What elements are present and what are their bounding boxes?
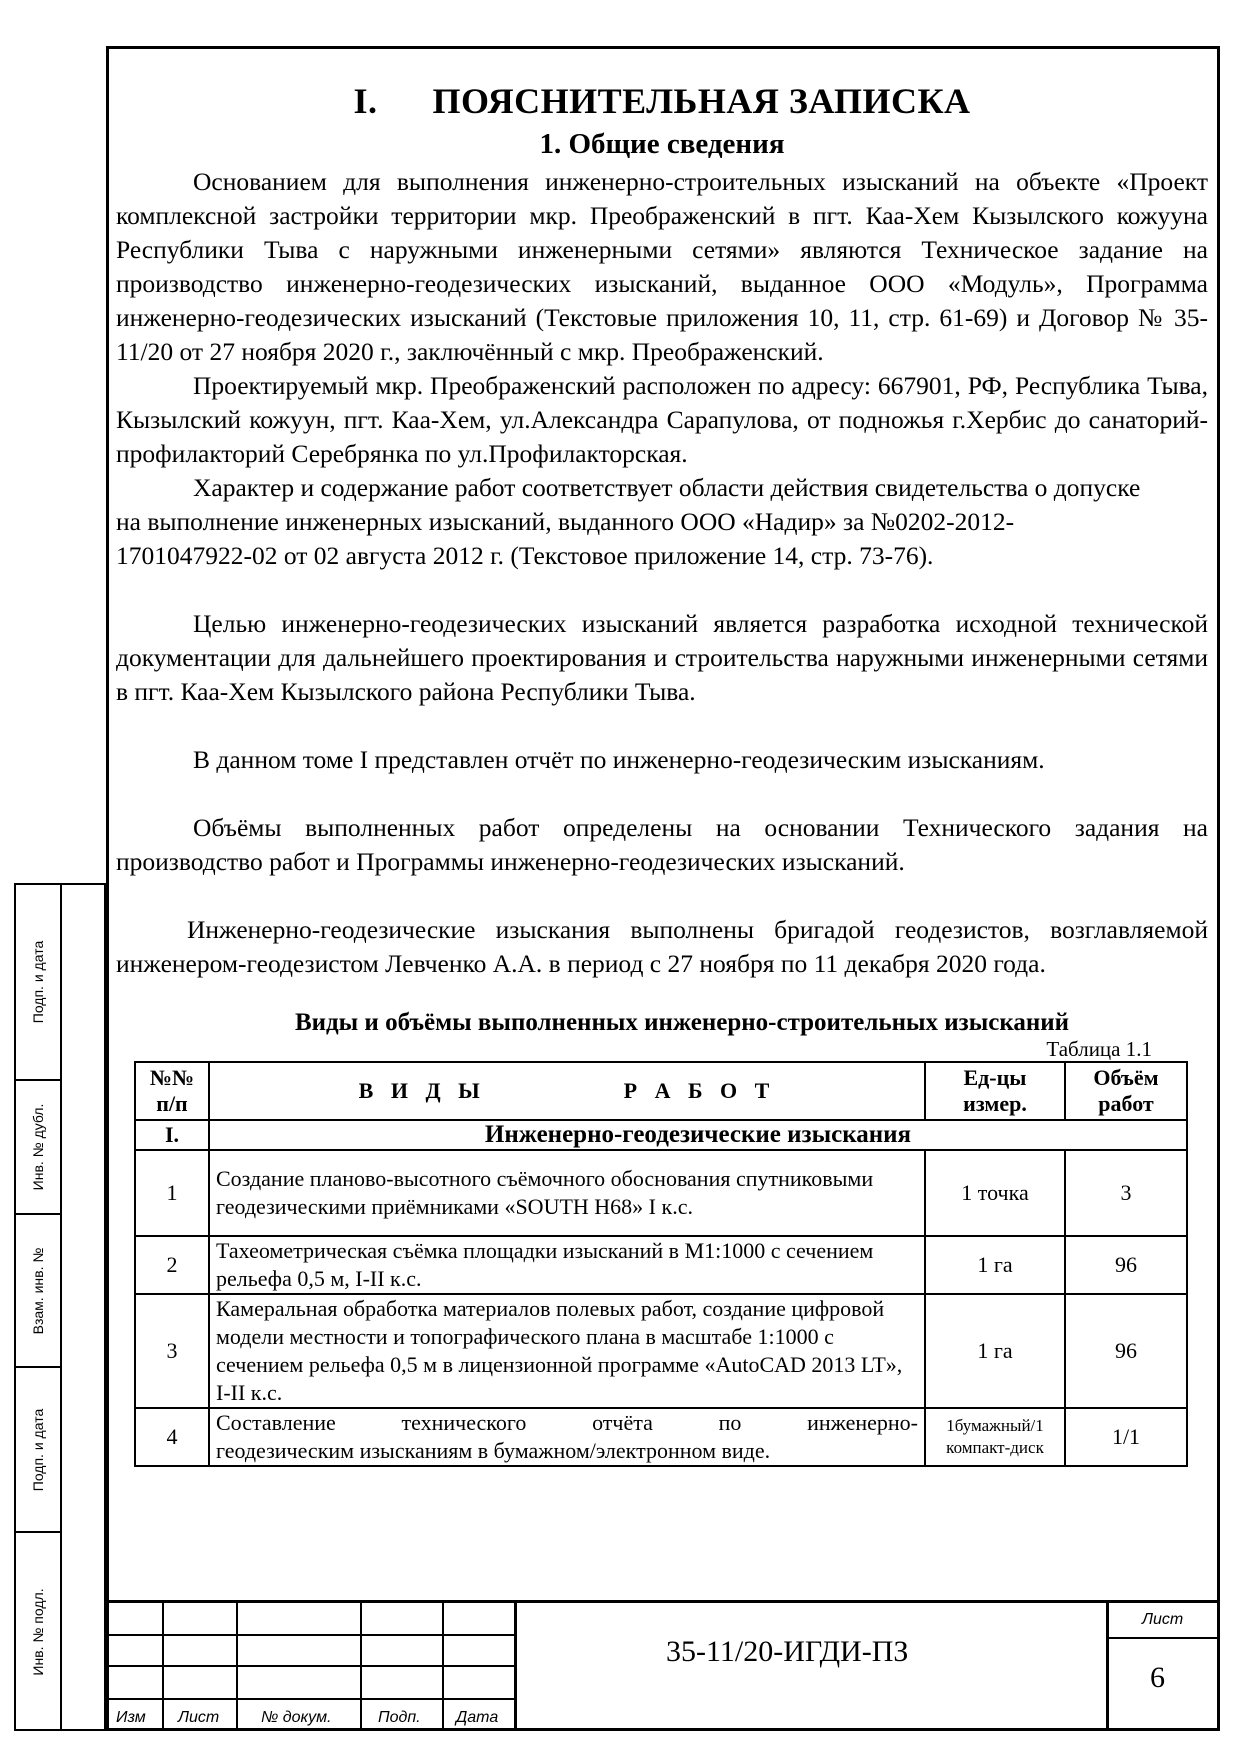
table-row — [135, 1150, 1187, 1236]
strip-label: Подп. и дата — [30, 940, 46, 1024]
header-volume: Объём работ — [1065, 1062, 1187, 1120]
row-unit — [925, 1408, 1065, 1466]
strip-cell — [16, 885, 60, 1081]
row-unit-line: компакт-диск — [946, 1438, 1044, 1457]
row-description: Тахеометрическая съёмка площадки изысканий в М1:1000 с сечением рельефа 0,5 м, I-II к.с. — [209, 1236, 925, 1294]
heading-title: ПОЯСНИТЕЛЬНАЯ ЗАПИСКА — [432, 81, 971, 121]
strip-label: Инв. № подл. — [30, 1588, 46, 1676]
document-code: 35-11/20-ИГДИ-ПЗ — [666, 1635, 909, 1668]
paragraph-volume-note: В данном томе I представлен отчёт по инженерно-геодезическим изысканиям. — [193, 745, 1045, 774]
row-description-line: геодезическим изысканиям в бумажном/электронном виде. — [216, 1438, 771, 1463]
page-heading — [116, 80, 1208, 122]
sheet-number: 6 — [1150, 1661, 1165, 1694]
label-izm: Изм — [116, 1709, 146, 1726]
table-row — [135, 1236, 1187, 1294]
strip-cell — [16, 1215, 60, 1368]
row-unit: 1 точка — [925, 1150, 1065, 1236]
row-volume: 96 — [1065, 1236, 1187, 1294]
header-num: №№ п/п — [135, 1062, 209, 1120]
title-block — [106, 1600, 1220, 1731]
row-description — [209, 1408, 925, 1466]
row-volume: 1/1 — [1065, 1408, 1187, 1466]
strip-cell — [16, 1368, 60, 1533]
section-title: 1. Общие сведения — [539, 128, 785, 160]
side-approval-strip — [14, 883, 106, 1731]
table-number: Таблица 1.1 — [1046, 1037, 1152, 1061]
row-unit: 1 га — [925, 1236, 1065, 1294]
row-num: 4 — [135, 1408, 209, 1466]
strip-label: Подп. и дата — [30, 1408, 46, 1491]
section-row-title: Инженерно-геодезические изыскания — [209, 1120, 1187, 1150]
paragraph-basis: Основанием для выполнения инженерно-строительных изысканий на объекте «Проект комплексной застройки территории мкр. Преображенский в пгт. Каа-Хем Кызылского кожууна Республики Тыва с наружными инженерными сетями» являются Техническое задание на производство инженерно-геодезических изысканий, выданное ООО «Модуль», Программа инженерно-геодезических изысканий (Текстовые приложения 10, 11, стр. 61-69) и Договор № 35-11/20 от 27 ноября 2020 г., заключённый с мкр. Преображенский. — [116, 167, 1208, 366]
paragraph-scope: Объёмы выполненных работ определены на основании Технического задания на производство работ и Программы инженерно-геодезических изысканий. — [116, 813, 1208, 876]
paragraph-permit: Характер и содержание работ соответствует области действия свидетельства о допуске на выполнение инженерных изысканий, выданного ООО «Надир» за №0202-2012-1701047922-02 от 02 августа 2012 г. (Текстовое приложение 14, стр. 73-76). — [116, 473, 1141, 570]
label-podp: Подп. — [378, 1709, 421, 1726]
document-body — [116, 80, 1208, 1467]
table-row — [135, 1408, 1187, 1466]
label-list: Лист — [178, 1709, 220, 1726]
table-section-row — [135, 1120, 1187, 1150]
row-num: 2 — [135, 1236, 209, 1294]
section-row-num: I. — [135, 1120, 209, 1150]
row-description: Создание планово-высотного съёмочного обоснования спутниковыми геодезическими приёмниками «SOUTH H68» I к.с. — [209, 1150, 925, 1236]
label-date: Дата — [456, 1709, 499, 1726]
strip-cell — [16, 1081, 60, 1215]
strip-label: Взам. инв. № — [30, 1247, 46, 1334]
header-unit: Ед-цы измер. — [925, 1062, 1065, 1120]
table-row — [135, 1294, 1187, 1408]
row-unit-line: 1бумажный/1 — [946, 1416, 1044, 1435]
heading-number: I. — [353, 81, 378, 121]
row-num: 3 — [135, 1294, 209, 1408]
row-description-line: Составление технического отчёта по инженерно- — [216, 1410, 918, 1435]
strip-label: Инв. № дубл. — [30, 1103, 46, 1191]
paragraph-goal: Целью инженерно-геодезических изысканий является разработка исходной технической документации для дальнейшего проектирования и строительства наружными инженерными сетями в пгт. Каа-Хем Кызылского района Республики Тыва. — [116, 609, 1208, 706]
row-volume: 3 — [1065, 1150, 1187, 1236]
paragraph-location: Проектируемый мкр. Преображенский расположен по адресу: 667901, РФ, Республика Тыва, Кызылский кожуун, пгт. Каа-Хем, ул.Александра Сарапулова, от подножья г.Хербис до санаторий-профилакторий Серебрянка по ул.Профилакторская. — [116, 371, 1208, 468]
row-unit: 1 га — [925, 1294, 1065, 1408]
strip-cell — [16, 1533, 60, 1731]
table-header-row — [135, 1062, 1187, 1120]
row-description: Камеральная обработка материалов полевых работ, создание цифровой модели местности и топографического плана в масштабе 1:1000 с сечением рельефа 0,5 м в лицензионной программе «AutoCAD 2013 LT», I-II к.с. — [209, 1294, 925, 1408]
paragraph-team: Инженерно-геодезические изыскания выполнены бригадой геодезистов, возглавляемой инженером-геодезистом Левченко А.А. в период с 27 ноября по 11 декабря 2020 года. — [116, 915, 1208, 978]
label-doc: № докум. — [261, 1709, 332, 1726]
row-volume: 96 — [1065, 1294, 1187, 1408]
row-num: 1 — [135, 1150, 209, 1236]
table-title: Виды и объёмы выполненных инженерно-строительных изысканий — [294, 1009, 1070, 1036]
header-works: В И Д Ы Р А Б О Т — [209, 1062, 925, 1120]
label-sheet: Лист — [1142, 1611, 1184, 1628]
works-table — [134, 1061, 1188, 1467]
